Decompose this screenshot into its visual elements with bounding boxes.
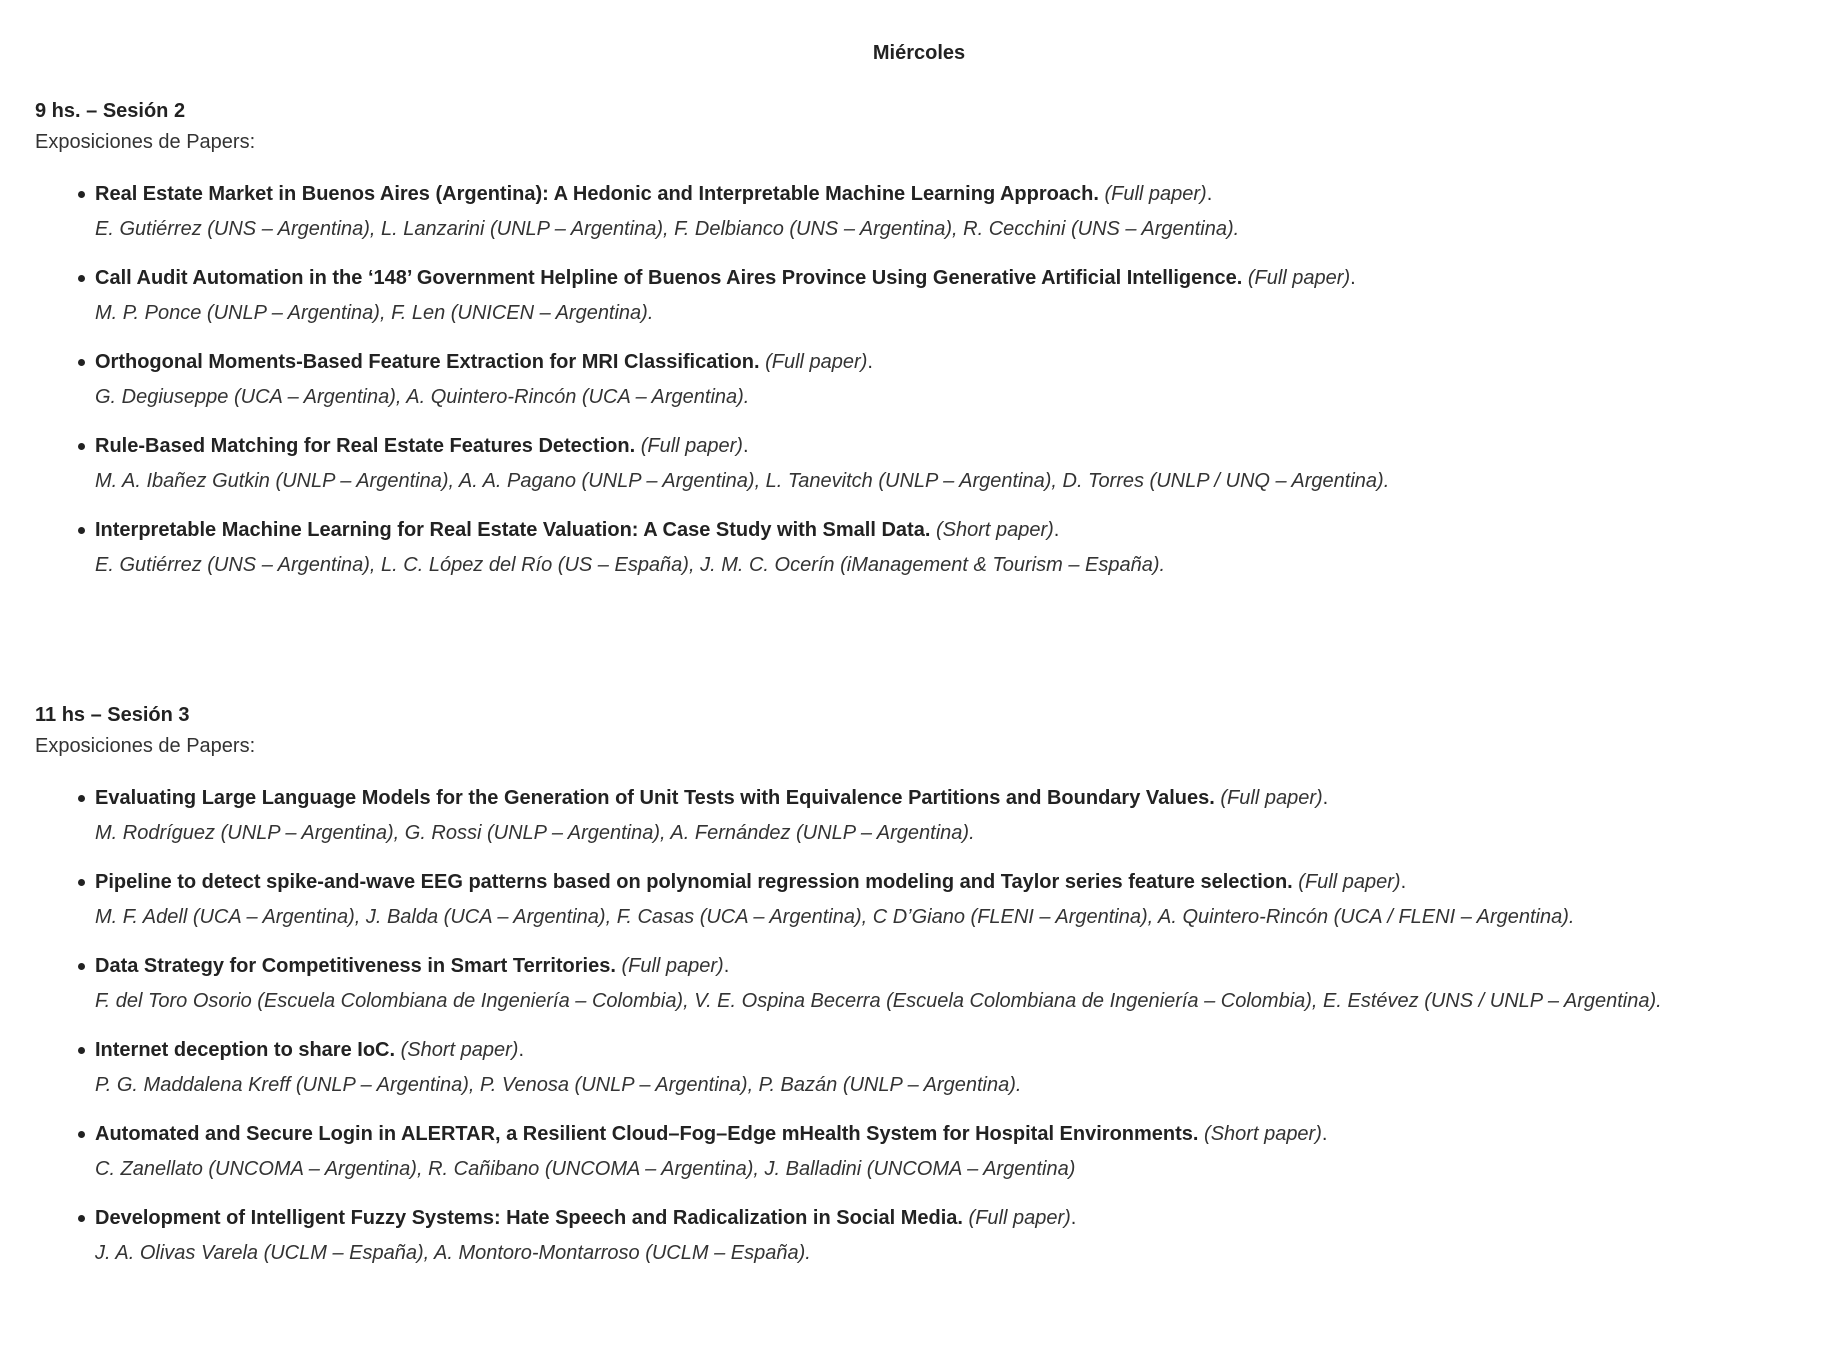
session-3 (35, 704, 1662, 1288)
paper-item: Development of Intelligent Fuzzy Systems: Hate Speech and Radicalization in Social Media. (Full paper). J. A. Olivas Varela (UCLM – España), A. Montoro-Montarroso (UCLM – España). (95, 1204, 1662, 1267)
paper-type: (Full paper) (640, 435, 743, 457)
paper-title: Pipeline to detect spike-and-wave EEG patterns based on polynomial regression modeling and Taylor series feature selection. (95, 871, 1293, 893)
session-title: 9 hs. – Sesión 2 (35, 100, 186, 122)
bullet-icon (78, 359, 85, 366)
paper-authors: G. Degiuseppe (UCA – Argentina), A. Quintero-Rincón (UCA – Argentina). (95, 386, 750, 408)
paper-title: Development of Intelligent Fuzzy Systems: Hate Speech and Radicalization in Social Media. (95, 1207, 963, 1229)
paper-authors: E. Gutiérrez (UNS – Argentina), L. Lanzarini (UNLP – Argentina), F. Delbianco (UNS – Argentina), R. Cecchini (UNS – Argentina). (95, 218, 1240, 240)
paper-authors: M. A. Ibañez Gutkin (UNLP – Argentina), A. A. Pagano (UNLP – Argentina), L. Tanevitch (UNLP – Argentina), D. Torres (UNLP / UNQ – Argentina). (95, 470, 1390, 492)
session-subtitle: Exposiciones de Papers: (35, 131, 256, 153)
bullet-icon (78, 795, 85, 802)
paper-authors: M. Rodríguez (UNLP – Argentina), G. Rossi (UNLP – Argentina), A. Fernández (UNLP – Argentina). (95, 822, 975, 844)
paper-type: (Full paper) (621, 955, 724, 977)
bullet-icon (78, 527, 85, 534)
paper-authors: C. Zanellato (UNCOMA – Argentina), R. Cañibano (UNCOMA – Argentina), J. Balladini (UNCOMA – Argentina) (95, 1158, 1076, 1180)
session-title: 11 hs – Sesión 3 (35, 704, 190, 726)
paper-title: Real Estate Market in Buenos Aires (Argentina): A Hedonic and Interpretable Machine Learning Approach. (95, 183, 1099, 205)
bullet-icon (78, 191, 85, 198)
paper-authors: F. del Toro Osorio (Escuela Colombiana de Ingeniería – Colombia), V. E. Ospina Becerra (Escuela Colombiana de Ingeniería – Colombia), E. Estévez (UNS / UNLP – Argentina). (95, 990, 1662, 1012)
bullet-icon (78, 879, 85, 886)
paper-item: Evaluating Large Language Models for the Generation of Unit Tests with Equivalence Partitions and Boundary Values. (Full paper). M. Rodríguez (UNLP – Argentina), G. Rossi (UNLP – Argentina), A. Fernández (UNLP – Argentina). (95, 784, 1662, 847)
paper-authors: J. A. Olivas Varela (UCLM – España), A. Montoro-Montarroso (UCLM – España). (95, 1242, 811, 1264)
paper-item: Interpretable Machine Learning for Real Estate Valuation: A Case Study with Small Data. (Short paper). E. Gutiérrez (UNS – Argentina), L. C. López del Río (US – España), J. M. C. Ocerín (iManagement & Tourism – España). (95, 516, 1389, 579)
paper-authors: M. F. Adell (UCA – Argentina), J. Balda (UCA – Argentina), F. Casas (UCA – Argentina), C D’Giano (FLENI – Argentina), A. Quintero-Rincón (UCA / FLENI – Argentina). (95, 906, 1575, 928)
paper-item: Orthogonal Moments-Based Feature Extraction for MRI Classification. (Full paper). G. Degiuseppe (UCA – Argentina), A. Quintero-Rincón (UCA – Argentina). (95, 348, 1389, 411)
paper-type: (Full paper) (1104, 183, 1207, 205)
paper-authors: P. G. Maddalena Kreff (UNLP – Argentina), P. Venosa (UNLP – Argentina), P. Bazán (UNLP – Argentina). (95, 1074, 1022, 1096)
bullet-icon (78, 1047, 85, 1054)
paper-type: (Short paper) (935, 519, 1054, 541)
paper-item: Real Estate Market in Buenos Aires (Argentina): A Hedonic and Interpretable Machine Learning Approach. (Full paper). E. Gutiérrez (UNS – Argentina), L. Lanzarini (UNLP – Argentina), F. Delbianco (UNS – Argentina), R. Cecchini (UNS – Argentina). (95, 180, 1389, 243)
bullet-icon (78, 443, 85, 450)
paper-title: Evaluating Large Language Models for the Generation of Unit Tests with Equivalence Partitions and Boundary Values. (95, 787, 1215, 809)
paper-title: Call Audit Automation in the ‘148’ Government Helpline of Buenos Aires Province Using Generative Artificial Intelligence. (95, 267, 1243, 289)
paper-item: Data Strategy for Competitiveness in Smart Territories. (Full paper). F. del Toro Osorio (Escuela Colombiana de Ingeniería – Colombia), V. E. Ospina Becerra (Escuela Colombiana de Ingeniería – Colombia), E. Estévez (UNS / UNLP – Argentina). (95, 952, 1662, 1015)
paper-authors: E. Gutiérrez (UNS – Argentina), L. C. López del Río (US – España), J. M. C. Ocerín (iManagement & Tourism – España). (95, 554, 1166, 576)
paper-item: Pipeline to detect spike-and-wave EEG patterns based on polynomial regression modeling and Taylor series feature selection. (Full paper). M. F. Adell (UCA – Argentina), J. Balda (UCA – Argentina), F. Casas (UCA – Argentina), C D’Giano (FLENI – Argentina), A. Quintero-Rincón (UCA / FLENI – Argentina). (95, 868, 1662, 931)
paper-type: (Full paper) (765, 351, 868, 373)
paper-title: Interpretable Machine Learning for Real Estate Valuation: A Case Study with Small Data. (95, 519, 931, 541)
paper-type: (Full paper) (1298, 871, 1401, 893)
paper-item: Automated and Secure Login in ALERTAR, a Resilient Cloud–Fog–Edge mHealth System for Hospital Environments. (Short paper). C. Zanellato (UNCOMA – Argentina), R. Cañibano (UNCOMA – Argentina), J. Balladini (UNCOMA – Argentina) (95, 1120, 1662, 1183)
session-subtitle: Exposiciones de Papers: (35, 735, 256, 757)
paper-title: Rule-Based Matching for Real Estate Features Detection. (95, 435, 636, 457)
paper-list (35, 180, 1389, 579)
session-2 (35, 100, 1389, 600)
paper-item: Call Audit Automation in the ‘148’ Government Helpline of Buenos Aires Province Using Generative Artificial Intelligence. (Full paper). M. P. Ponce (UNLP – Argentina), F. Len (UNICEN – Argentina). (95, 264, 1389, 327)
bullet-icon (78, 963, 85, 970)
paper-authors: M. P. Ponce (UNLP – Argentina), F. Len (UNICEN – Argentina). (95, 302, 654, 324)
paper-list (35, 784, 1662, 1267)
paper-type: (Short paper) (400, 1039, 519, 1061)
bullet-icon (78, 275, 85, 282)
paper-title: Orthogonal Moments-Based Feature Extraction for MRI Classification. (95, 351, 760, 373)
day-title: Miércoles (872, 42, 966, 64)
paper-type: (Full paper) (1247, 267, 1351, 289)
bullet-icon (78, 1215, 85, 1222)
paper-item: Internet deception to share IoC. (Short paper). P. G. Maddalena Kreff (UNLP – Argentina), P. Venosa (UNLP – Argentina), P. Bazán (UNLP – Argentina). (95, 1036, 1662, 1099)
paper-title: Automated and Secure Login in ALERTAR, a Resilient Cloud–Fog–Edge mHealth System for Hospital Environments. (95, 1123, 1199, 1145)
paper-title: Data Strategy for Competitiveness in Smart Territories. (95, 955, 616, 977)
paper-type: (Full paper) (968, 1207, 1071, 1229)
bullet-icon (78, 1131, 85, 1138)
paper-item: Rule-Based Matching for Real Estate Features Detection. (Full paper). M. A. Ibañez Gutkin (UNLP – Argentina), A. A. Pagano (UNLP – Argentina), L. Tanevitch (UNLP – Argentina), D. Torres (UNLP / UNQ – Argentina). (95, 432, 1389, 495)
paper-type: (Short paper) (1204, 1123, 1322, 1145)
paper-title: Internet deception to share IoC. (95, 1039, 396, 1061)
paper-type: (Full paper) (1220, 787, 1323, 809)
